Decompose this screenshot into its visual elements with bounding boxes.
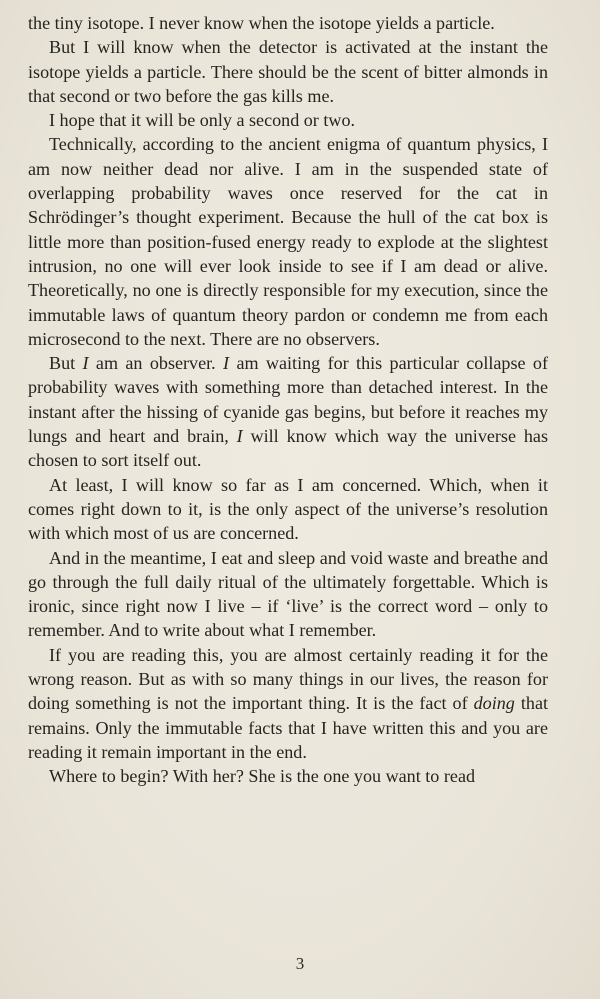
text-run: I hope that it will be only a second or two. bbox=[49, 110, 356, 131]
page-number: 3 bbox=[295, 954, 305, 973]
italic-text: doing bbox=[473, 693, 515, 714]
text-run: am an observer. bbox=[88, 353, 224, 374]
text-run: the tiny isotope. I never know when the isotope yields a particle. bbox=[28, 13, 495, 33]
text-run: Where to begin? With her? She is the one you want to read bbox=[49, 766, 476, 787]
paragraph bbox=[28, 108, 548, 132]
italic-text: I bbox=[236, 426, 243, 447]
text-run: At least, I will know so far as I am concerned. Which, when it comes right down to it, is the only aspect of the universe’s resolution with which most of us are concerned. bbox=[28, 474, 548, 544]
paragraph bbox=[28, 11, 548, 35]
body-text bbox=[28, 11, 548, 789]
text-run: But I will know when the detector is activated at the instant the isotope yields a particle. There should be the scent of bitter almonds in that second or two before the gas kills me. bbox=[28, 37, 548, 106]
italic-text: I bbox=[223, 353, 230, 374]
text-run: will know which way the universe has chosen to sort itself out. bbox=[28, 426, 548, 471]
paragraph bbox=[28, 351, 548, 472]
text-run: Technically, according to the ancient enigma of quantum physics, I am now neither dead nor alive. I am in the suspended state of overlapping probability waves once reserved for the cat in Schrödinger’s thought experiment. Because the hull of the cat box is little more than position-fused energy ready to explode at the slightest intrusion, no one will ever look inside to see if I am dead or alive. Theoretically, no one is directly responsible for my execution, since the immutable laws of quantum theory pardon or condemn me from each microsecond to the next. There are no observers. bbox=[28, 134, 548, 349]
text-run: But bbox=[49, 353, 83, 374]
paragraph bbox=[28, 132, 548, 351]
paragraph bbox=[28, 35, 548, 108]
text-run: that remains. Only the immutable facts that I have written this and you are reading it remain important in the end. bbox=[28, 693, 548, 762]
text-run: And in the meantime, I eat and sleep and void waste and breathe and go through the full daily ritual of the ultimately forgettable. Which is ironic, since right now I live – if ‘live’ is the correct word – only to remember. And to write about what I remember. bbox=[28, 547, 548, 641]
paragraph bbox=[28, 643, 548, 764]
paragraph bbox=[28, 764, 548, 788]
italic-text: I bbox=[82, 353, 89, 374]
paragraph bbox=[28, 546, 548, 643]
paragraph bbox=[28, 473, 548, 546]
text-run: am waiting for this particular collapse of probability waves with something more than detached interest. In the instant after the hissing of cyanide gas begins, but before it reaches my lungs and heart and brain, bbox=[28, 353, 548, 447]
text-run: If you are reading this, you are almost certainly reading it for the wrong reason. But as with so many things in our lives, the reason for doing something is not the important thing. It is the fact of bbox=[28, 644, 548, 714]
